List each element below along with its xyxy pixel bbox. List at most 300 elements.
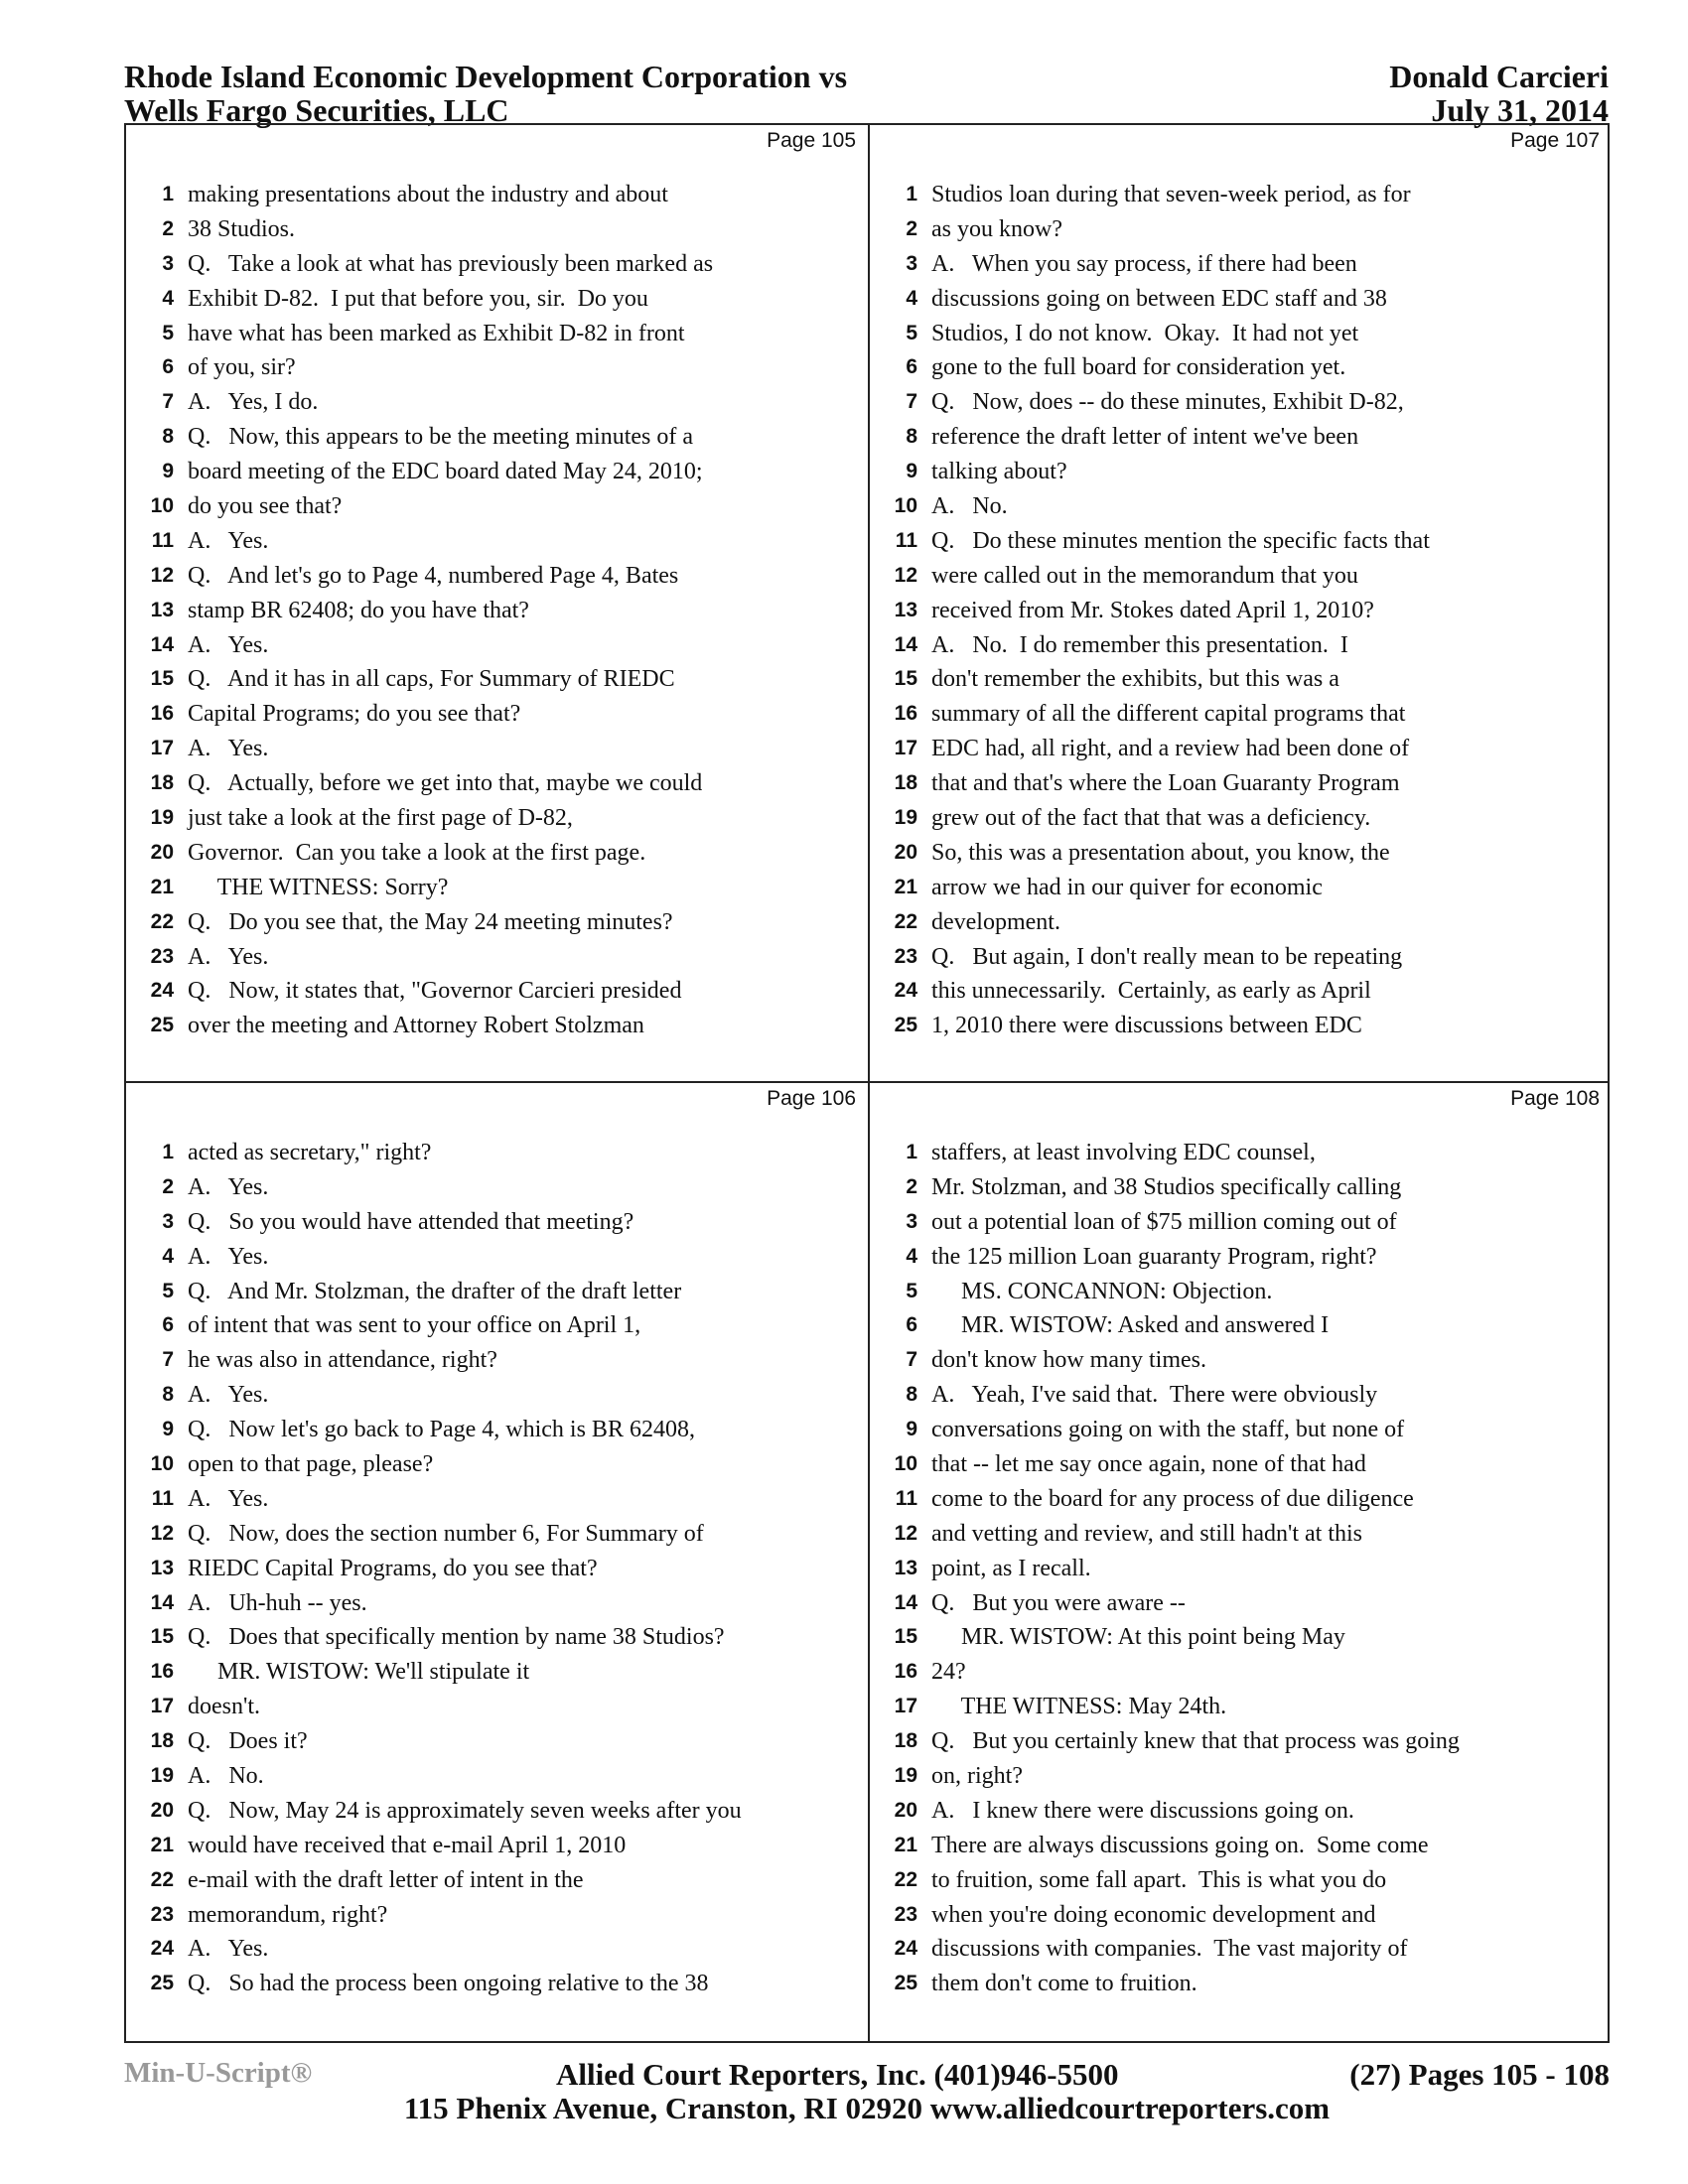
line-number: 20: [150, 1798, 174, 1822]
page-range: (27) Pages 105 - 108: [1349, 2057, 1610, 2092]
transcript-line: [126, 974, 868, 1009]
line-text: Studios loan during that seven-week period, as for: [931, 182, 1411, 207]
transcript-page: [870, 125, 1612, 1081]
line-number: 17: [894, 737, 917, 760]
line-number: 17: [150, 737, 174, 760]
line-text: summary of all the different capital programs that: [931, 701, 1406, 728]
transcript-line: [126, 420, 868, 455]
line-number: 2: [162, 1174, 174, 1198]
transcript-line: [870, 628, 1612, 663]
transcript-line: [126, 1620, 868, 1655]
line-number: 10: [150, 1452, 174, 1476]
transcript-line: [870, 317, 1612, 351]
line-number: 1: [162, 183, 174, 205]
transcript-line: [870, 905, 1612, 940]
line-number: 16: [150, 1660, 174, 1684]
transcript-line: [870, 1482, 1612, 1517]
transcript-line: [126, 1482, 868, 1517]
page-number: Page 106: [767, 1087, 856, 1110]
line-text: discussions with companies. The vast majority of: [931, 1936, 1408, 1963]
line-text: Q. Do you see that, the May 24 meeting minutes?: [188, 908, 673, 935]
line-text: Q. Now, it states that, "Governor Carcieri presided: [188, 978, 682, 1005]
transcript-line: [126, 1275, 868, 1309]
transcript-line: [870, 766, 1612, 801]
line-text: A. Yes, I do.: [188, 389, 319, 416]
line-number: 9: [906, 460, 917, 483]
line-number: 9: [906, 1418, 917, 1441]
line-text: received from Mr. Stokes dated April 1, 2010?: [931, 597, 1374, 623]
transcript-line: [870, 1240, 1612, 1275]
line-number: 19: [150, 1764, 174, 1788]
line-text: 1, 2010 there were discussions between EDC: [931, 1013, 1362, 1039]
transcript-grid: [124, 123, 1610, 2043]
line-text: this unnecessarily. Certainly, as early as April: [931, 978, 1371, 1005]
reporter-address: 115 Phenix Avenue, Cranston, RI 02920 www.alliedcourtreporters.com: [403, 2091, 1331, 2125]
line-text: the 125 million Loan guaranty Program, right?: [931, 1243, 1377, 1270]
transcript-line: [126, 1932, 868, 1967]
transcript-line: [870, 489, 1612, 524]
line-text: So, this was a presentation about, you know, the: [931, 839, 1390, 866]
line-number: 18: [150, 771, 174, 795]
line-text: A. Yes.: [188, 1485, 269, 1512]
page-footer: [124, 2057, 1610, 2136]
transcript-line: [870, 732, 1612, 766]
page-number: Page 105: [767, 129, 856, 152]
line-number: 7: [162, 1348, 174, 1372]
line-number: 10: [150, 494, 174, 518]
line-number: 13: [150, 598, 174, 621]
line-text: acted as secretary," right?: [188, 1140, 432, 1165]
line-number: 23: [150, 1902, 174, 1926]
line-text: and vetting and review, and still hadn't at this: [931, 1520, 1363, 1547]
line-text: Mr. Stolzman, and 38 Studios specifically calling: [931, 1173, 1402, 1200]
line-number: 9: [162, 460, 174, 483]
transcript-line: [126, 1447, 868, 1482]
line-text: Q. Take a look at what has previously been marked as: [188, 250, 714, 277]
transcript-line: [870, 1136, 1612, 1170]
witness-name: Donald Carcieri: [1389, 59, 1609, 94]
line-number: 8: [906, 1383, 917, 1407]
line-text: Q. But again, I don't really mean to be repeating: [931, 943, 1403, 970]
line-number: 9: [162, 1418, 174, 1441]
transcript-line: [126, 455, 868, 489]
transcript-line: [870, 524, 1612, 559]
line-text: A. Yes.: [188, 943, 269, 970]
line-text: Exhibit D-82. I put that before you, sir. Do you: [188, 285, 648, 312]
transcript-line: [126, 1170, 868, 1205]
line-number: 11: [151, 1486, 174, 1510]
transcript-line: [870, 1517, 1612, 1552]
case-title-line1: Rhode Island Economic Development Corporation vs: [124, 59, 848, 94]
line-number: 15: [894, 667, 917, 691]
line-number: 16: [894, 1660, 917, 1684]
line-number: 21: [894, 875, 917, 898]
transcript-line: [870, 1967, 1612, 2001]
line-text: 38 Studios.: [188, 215, 296, 242]
transcript-line: [870, 1413, 1612, 1447]
transcript-line: [126, 247, 868, 282]
line-number: 24: [150, 979, 174, 1003]
line-text: when you're doing economic development and: [931, 1901, 1376, 1928]
line-text: staffers, at least involving EDC counsel,: [931, 1140, 1316, 1165]
line-text: come to the board for any process of due diligence: [931, 1485, 1414, 1512]
line-number: 24: [894, 1937, 917, 1961]
line-number: 10: [894, 494, 917, 518]
line-number: 22: [150, 1867, 174, 1891]
page-number: Page 107: [1510, 129, 1600, 152]
line-text: MR. WISTOW: At this point being May: [931, 1624, 1345, 1651]
transcript-line: [126, 282, 868, 317]
line-number: 12: [150, 1521, 174, 1545]
line-number: 6: [162, 1313, 174, 1337]
transcript-line: [870, 178, 1612, 212]
line-text: that and that's where the Loan Guaranty Program: [931, 770, 1400, 797]
line-number: 12: [894, 563, 917, 587]
line-text: THE WITNESS: May 24th.: [931, 1694, 1227, 1720]
line-number: 14: [894, 632, 917, 656]
line-number: 24: [150, 1937, 174, 1961]
transcript-line: [126, 1378, 868, 1413]
line-number: 5: [906, 1279, 917, 1302]
transcript-line: [126, 1413, 868, 1447]
transcript-line: [870, 662, 1612, 697]
line-text: Q. Actually, before we get into that, maybe we could: [188, 770, 703, 797]
transcript-line: [126, 1136, 868, 1170]
line-number: 22: [150, 909, 174, 933]
line-number: 12: [150, 563, 174, 587]
line-text: RIEDC Capital Programs, do you see that?: [188, 1555, 598, 1581]
line-number: 14: [150, 1590, 174, 1614]
transcript-line: [126, 1967, 868, 2001]
line-text: Q. Now, does the section number 6, For Summary of: [188, 1520, 704, 1547]
transcript-line: [870, 974, 1612, 1009]
transcript-line: [126, 1240, 868, 1275]
transcript-line: [870, 1898, 1612, 1933]
transcript-line: [870, 350, 1612, 385]
line-text: MR. WISTOW: We'll stipulate it: [188, 1659, 530, 1686]
line-number: 1: [162, 1141, 174, 1163]
transcript-line: [126, 662, 868, 697]
line-text: doesn't.: [188, 1694, 260, 1720]
line-text: talking about?: [931, 459, 1067, 485]
line-text: board meeting of the EDC board dated May 24, 2010;: [188, 459, 703, 485]
transcript-line: [870, 594, 1612, 628]
line-number: 15: [894, 1625, 917, 1649]
page-lines: [126, 1136, 868, 2001]
line-number: 13: [150, 1556, 174, 1579]
line-text: A. Yes.: [188, 1382, 269, 1409]
transcript-line: [126, 317, 868, 351]
line-text: 24?: [931, 1659, 966, 1686]
line-text: as you know?: [931, 215, 1062, 242]
line-text: gone to the full board for consideration yet.: [931, 354, 1346, 381]
line-number: 3: [906, 251, 917, 275]
line-text: Q. And Mr. Stolzman, the drafter of the draft letter: [188, 1278, 682, 1304]
line-number: 17: [150, 1695, 174, 1718]
line-text: Q. Now, this appears to be the meeting minutes of a: [188, 424, 693, 451]
line-text: Q. But you certainly knew that that process was going: [931, 1728, 1460, 1755]
line-text: Governor. Can you take a look at the first page.: [188, 839, 646, 866]
line-number: 25: [894, 1014, 917, 1037]
deposition-date: July 31, 2014: [1431, 92, 1609, 128]
transcript-line: [870, 385, 1612, 420]
line-number: 25: [150, 1972, 174, 1995]
line-text: out a potential loan of $75 million coming out of: [931, 1208, 1397, 1235]
line-text: A. Yes.: [188, 1173, 269, 1200]
transcript-line: [870, 697, 1612, 732]
line-number: 4: [162, 286, 174, 310]
line-number: 11: [151, 528, 174, 552]
line-text: development.: [931, 908, 1060, 935]
line-text: would have received that e-mail April 1, 2010: [188, 1832, 627, 1858]
transcript-line: [870, 801, 1612, 836]
line-text: Q. Now, does -- do these minutes, Exhibit D-82,: [931, 389, 1404, 416]
transcript-line: [870, 559, 1612, 594]
transcript-line: [870, 212, 1612, 247]
transcript-line: [870, 1863, 1612, 1898]
line-text: them don't come to fruition.: [931, 1971, 1197, 1997]
line-number: 1: [906, 1141, 917, 1163]
transcript-line: [870, 1690, 1612, 1724]
transcript-line: [126, 1863, 868, 1898]
line-text: EDC had, all right, and a review had been done of: [931, 736, 1410, 762]
line-number: 8: [162, 1383, 174, 1407]
line-number: 6: [162, 355, 174, 379]
transcript-line: [870, 455, 1612, 489]
line-number: 15: [150, 1625, 174, 1649]
transcript-line: [126, 178, 868, 212]
transcript-line: [126, 836, 868, 871]
line-number: 18: [894, 1729, 917, 1753]
line-number: 6: [906, 355, 917, 379]
transcript-line: [870, 282, 1612, 317]
line-text: were called out in the memorandum that you: [931, 562, 1358, 589]
line-number: 18: [150, 1729, 174, 1753]
line-number: 13: [894, 598, 917, 621]
transcript-line: [126, 732, 868, 766]
line-text: A. Yes.: [188, 1243, 269, 1270]
line-text: Capital Programs; do you see that?: [188, 701, 521, 728]
line-text: MS. CONCANNON: Objection.: [931, 1278, 1273, 1304]
line-number: 24: [894, 979, 917, 1003]
transcript-line: [870, 1378, 1612, 1413]
case-title: [124, 60, 847, 127]
line-text: over the meeting and Attorney Robert Stolzman: [188, 1013, 644, 1039]
transcript-line: [126, 594, 868, 628]
line-text: of you, sir?: [188, 354, 296, 381]
transcript-line: [870, 1552, 1612, 1586]
line-number: 18: [894, 771, 917, 795]
reporter-company: Allied Court Reporters, Inc. (401)946-5500: [556, 2057, 1119, 2092]
line-text: making presentations about the industry and about: [188, 182, 668, 207]
transcript-line: [126, 1009, 868, 1043]
transcript-line: [126, 1898, 868, 1933]
line-number: 19: [894, 1764, 917, 1788]
line-number: 13: [894, 1556, 917, 1579]
line-number: 17: [894, 1695, 917, 1718]
line-text: open to that page, please?: [188, 1451, 434, 1478]
line-text: A. Yes.: [188, 736, 269, 762]
line-number: 21: [150, 875, 174, 898]
line-number: 7: [906, 390, 917, 414]
transcript-line: [126, 905, 868, 940]
transcript-line: [126, 1690, 868, 1724]
transcript-line: [870, 1620, 1612, 1655]
transcript-line: [870, 1759, 1612, 1794]
line-number: 2: [906, 216, 917, 240]
transcript-line: [870, 420, 1612, 455]
line-text: Q. So you would have attended that meeting?: [188, 1208, 634, 1235]
line-number: 5: [162, 1279, 174, 1302]
line-number: 5: [162, 321, 174, 344]
line-number: 22: [894, 909, 917, 933]
line-number: 4: [906, 1244, 917, 1268]
transcript-line: [126, 385, 868, 420]
line-text: have what has been marked as Exhibit D-82 in front: [188, 320, 685, 346]
transcript-line: [126, 697, 868, 732]
transcript-line: [870, 1829, 1612, 1863]
line-number: 19: [150, 806, 174, 830]
line-text: do you see that?: [188, 493, 343, 520]
transcript-line: [126, 1517, 868, 1552]
line-text: A. Uh-huh -- yes.: [188, 1589, 367, 1616]
transcript-line: [870, 1447, 1612, 1482]
line-number: 6: [906, 1313, 917, 1337]
line-number: 21: [894, 1833, 917, 1856]
line-text: Q. Now, May 24 is approximately seven weeks after you: [188, 1797, 742, 1824]
page-number: Page 108: [1510, 1087, 1600, 1110]
line-text: stamp BR 62408; do you have that?: [188, 597, 529, 623]
line-text: A. I knew there were discussions going on.: [931, 1797, 1354, 1824]
transcript-line: [126, 1343, 868, 1378]
line-number: 7: [906, 1348, 917, 1372]
page-lines: [126, 178, 868, 1043]
line-number: 16: [894, 702, 917, 726]
line-text: reference the draft letter of intent we've been: [931, 424, 1359, 451]
line-text: Q. But you were aware --: [931, 1589, 1186, 1616]
line-text: Q. So had the process been ongoing relative to the 38: [188, 1971, 709, 1997]
brand-mark: Min-U-Script®: [124, 2057, 313, 2089]
transcript-line: [870, 1932, 1612, 1967]
transcript-line: [126, 1205, 868, 1240]
line-number: 8: [906, 425, 917, 449]
line-number: 3: [906, 1209, 917, 1233]
line-text: A. No. I do remember this presentation. I: [931, 631, 1348, 658]
transcript-line: [870, 871, 1612, 905]
line-text: grew out of the fact that that was a deficiency.: [931, 805, 1371, 832]
transcript-line: [126, 1724, 868, 1759]
line-text: A. No.: [931, 493, 1008, 520]
line-number: 14: [150, 632, 174, 656]
case-title-line2: Wells Fargo Securities, LLC: [124, 92, 509, 128]
transcript-line: [870, 1655, 1612, 1690]
transcript-line: [126, 1829, 868, 1863]
line-text: A. Yeah, I've said that. There were obviously: [931, 1382, 1378, 1409]
line-text: A. When you say process, if there had been: [931, 250, 1357, 277]
line-number: 5: [906, 321, 917, 344]
transcript-line: [870, 1586, 1612, 1621]
transcript-line: [870, 247, 1612, 282]
transcript-line: [126, 1759, 868, 1794]
line-text: There are always discussions going on. Some come: [931, 1832, 1429, 1858]
transcript-line: [126, 766, 868, 801]
line-number: 12: [894, 1521, 917, 1545]
transcript-line: [126, 212, 868, 247]
transcript-line: [126, 1552, 868, 1586]
transcript-line: [870, 1205, 1612, 1240]
line-text: e-mail with the draft letter of intent in the: [188, 1866, 584, 1893]
transcript-line: [870, 1724, 1612, 1759]
line-number: 23: [894, 1902, 917, 1926]
transcript-line: [126, 559, 868, 594]
page-lines: [870, 178, 1612, 1043]
line-text: Studios, I do not know. Okay. It had not yet: [931, 320, 1359, 346]
transcript-page: [126, 1083, 868, 2039]
line-text: memorandum, right?: [188, 1901, 388, 1928]
line-text: Q. And it has in all caps, For Summary of RIEDC: [188, 666, 675, 693]
line-text: A. Yes.: [188, 631, 269, 658]
transcript-line: [126, 1794, 868, 1829]
transcript-page: [870, 1083, 1612, 2039]
line-text: MR. WISTOW: Asked and answered I: [931, 1312, 1330, 1339]
line-number: 15: [150, 667, 174, 691]
transcript-line: [870, 1794, 1612, 1829]
line-text: that -- let me say once again, none of that had: [931, 1451, 1366, 1478]
transcript-line: [870, 1343, 1612, 1378]
transcript-line: [870, 1170, 1612, 1205]
line-text: Q. Now let's go back to Page 4, which is BR 62408,: [188, 1417, 695, 1443]
transcript-line: [126, 628, 868, 663]
line-number: 10: [894, 1452, 917, 1476]
line-text: Q. Do these minutes mention the specific facts that: [931, 527, 1430, 554]
line-number: 7: [162, 390, 174, 414]
line-text: Q. Does that specifically mention by name 38 Studios?: [188, 1624, 725, 1651]
line-text: of intent that was sent to your office on April 1,: [188, 1312, 641, 1339]
line-number: 20: [894, 840, 917, 864]
line-number: 11: [895, 1486, 917, 1510]
line-text: just take a look at the first page of D-82,: [188, 805, 573, 832]
line-number: 19: [894, 806, 917, 830]
line-number: 8: [162, 425, 174, 449]
transcript-line: [870, 836, 1612, 871]
transcript-line: [126, 489, 868, 524]
line-number: 3: [162, 251, 174, 275]
line-number: 4: [906, 286, 917, 310]
transcript-line: [870, 1275, 1612, 1309]
line-text: THE WITNESS: Sorry?: [188, 874, 449, 900]
transcript-line: [870, 1009, 1612, 1043]
line-text: he was also in attendance, right?: [188, 1347, 497, 1374]
transcript-line: [126, 350, 868, 385]
transcript-line: [870, 1308, 1612, 1343]
transcript-line: [126, 524, 868, 559]
line-text: conversations going on with the staff, but none of: [931, 1417, 1405, 1443]
line-number: 1: [906, 183, 917, 205]
line-number: 22: [894, 1867, 917, 1891]
line-text: don't remember the exhibits, but this was a: [931, 666, 1339, 693]
transcript-line: [870, 940, 1612, 975]
line-text: A. No.: [188, 1763, 264, 1790]
page-lines: [870, 1136, 1612, 2001]
transcript-line: [126, 1655, 868, 1690]
transcript-line: [126, 871, 868, 905]
line-text: to fruition, some fall apart. This is what you do: [931, 1866, 1387, 1893]
line-text: discussions going on between EDC staff and 38: [931, 285, 1387, 312]
line-number: 2: [906, 1174, 917, 1198]
line-number: 4: [162, 1244, 174, 1268]
line-text: Q. And let's go to Page 4, numbered Page 4, Bates: [188, 562, 679, 589]
line-number: 20: [894, 1798, 917, 1822]
